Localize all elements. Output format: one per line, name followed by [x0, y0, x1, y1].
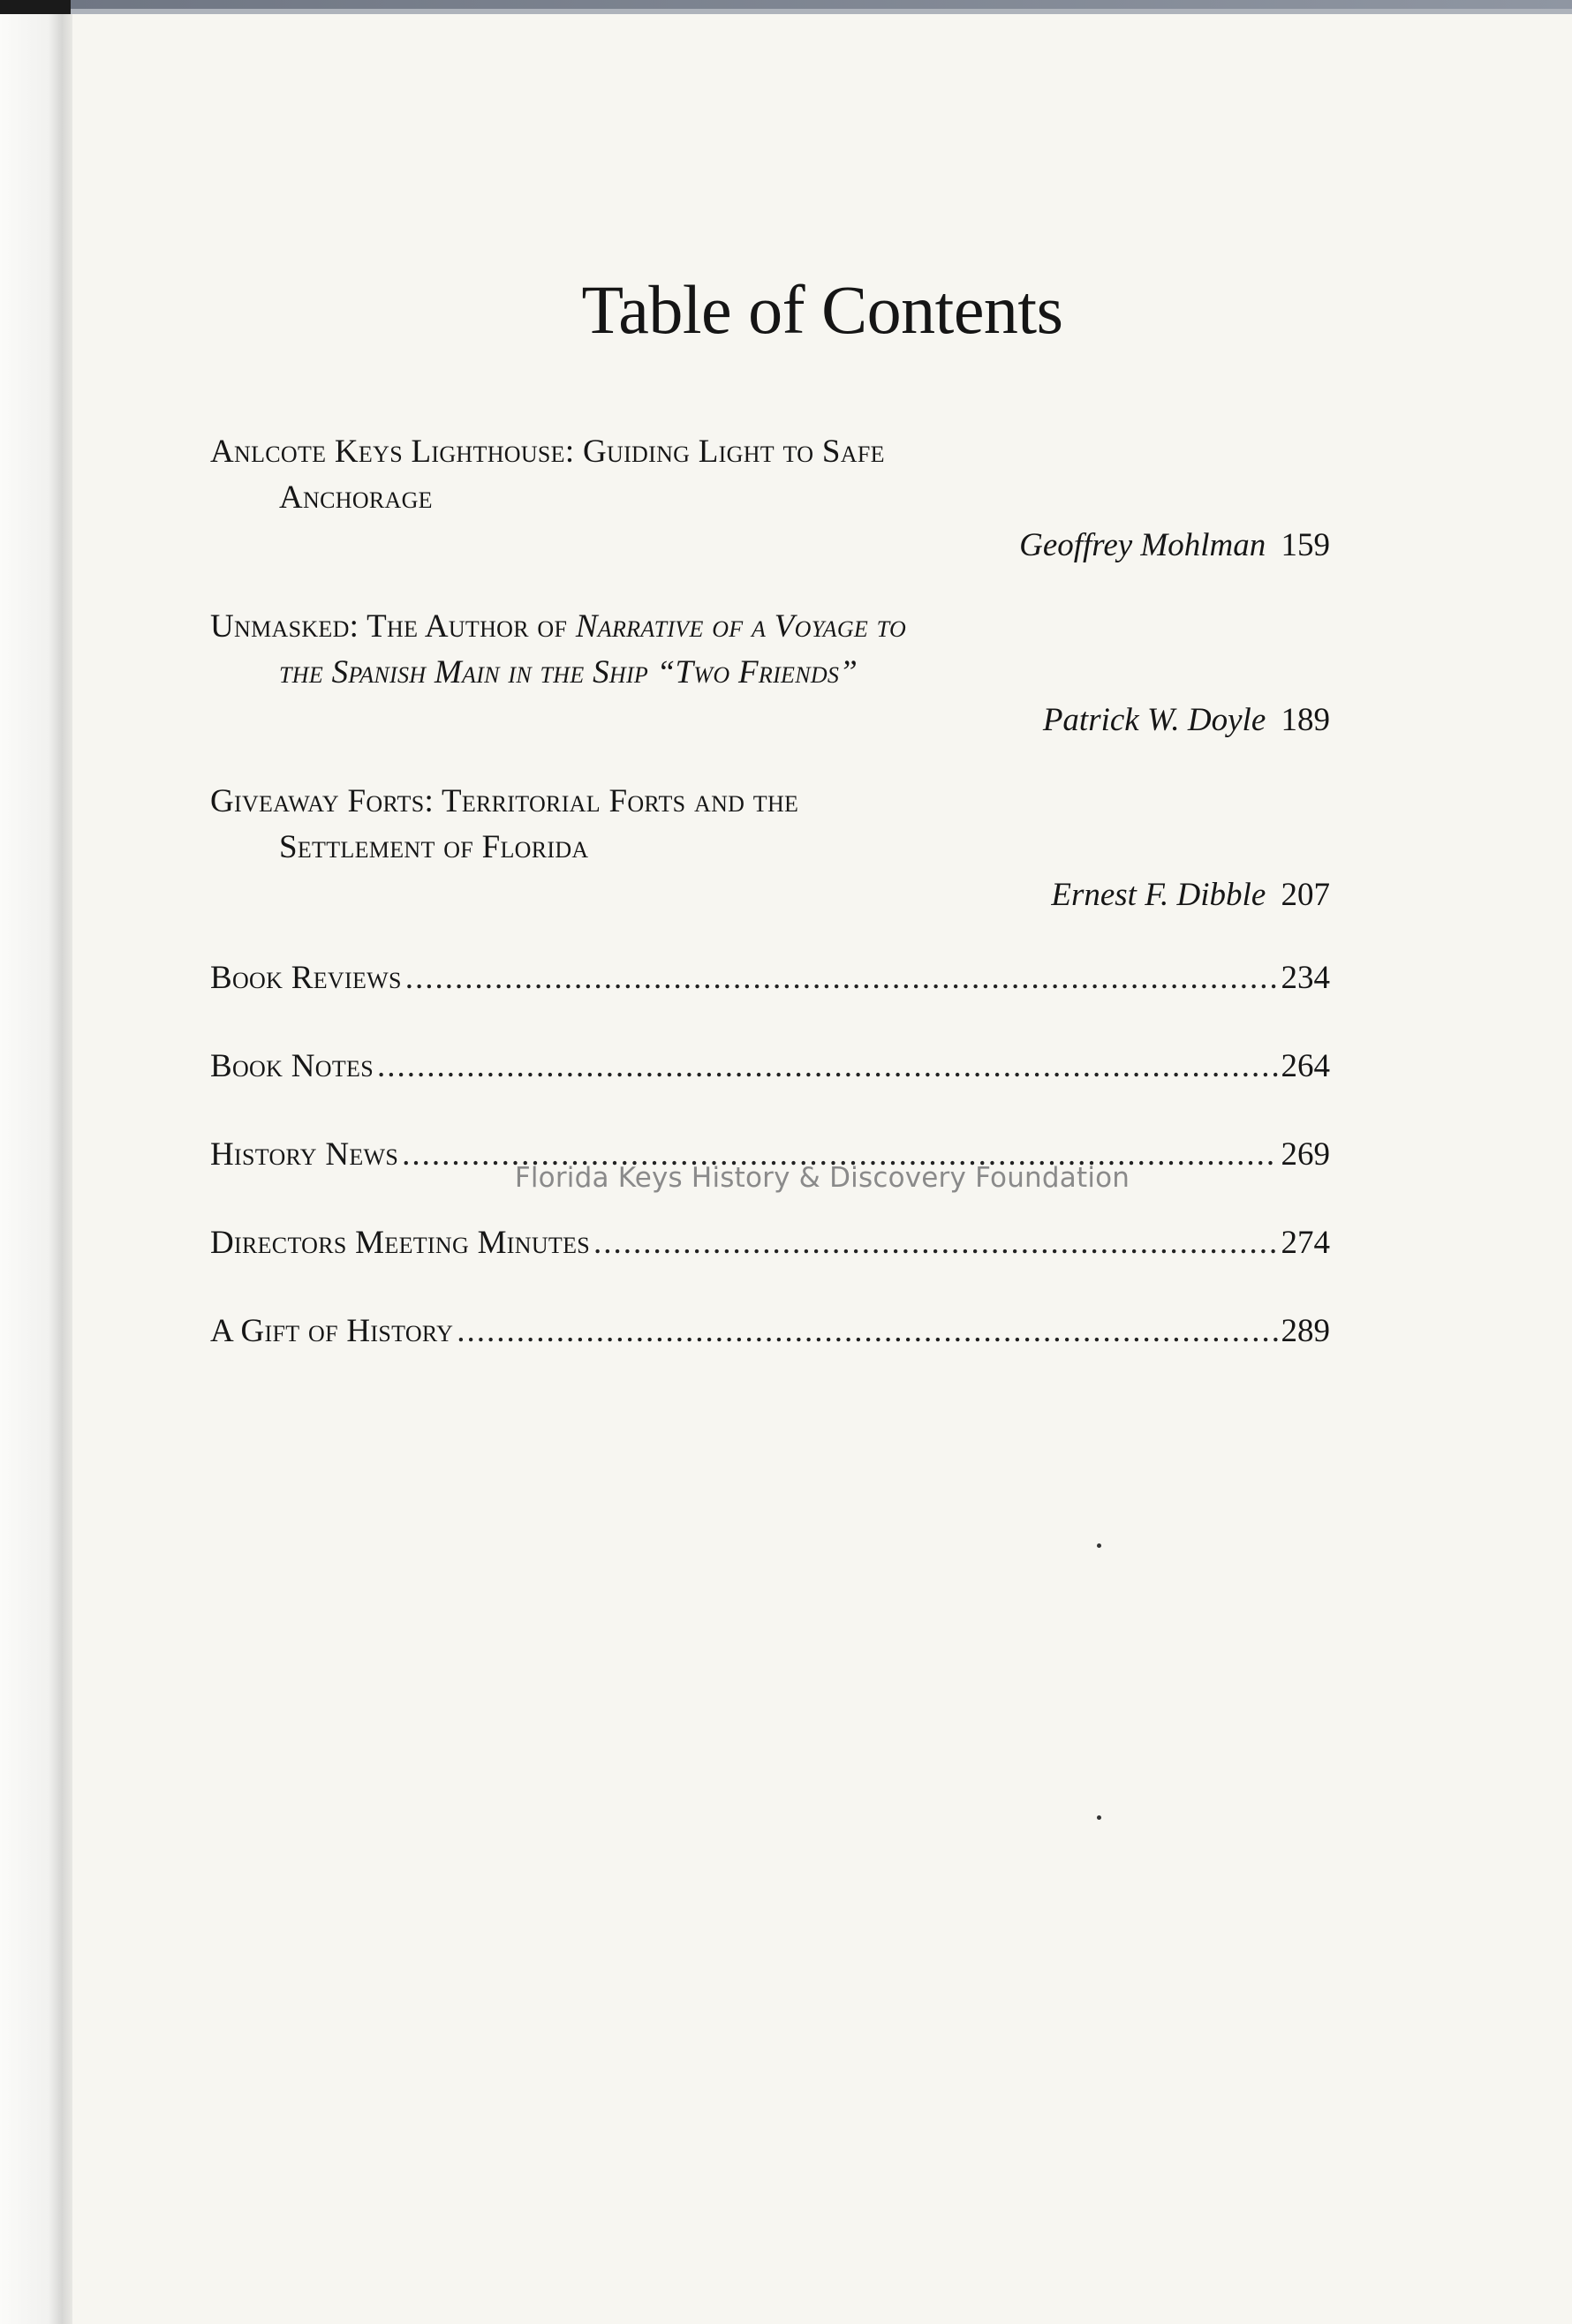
- article-title: Giveaway Forts: Territorial Forts and the Settlement of Florida: [210, 783, 799, 865]
- journal-page: [72, 14, 1572, 2324]
- section-label: Directors Meeting Minutes: [210, 1225, 591, 1261]
- toc-section-book-reviews[interactable]: [210, 955, 1330, 1001]
- article-page-number: 159: [1281, 527, 1330, 563]
- article-byline: [210, 523, 1330, 569]
- section-label: A Gift of History: [210, 1313, 454, 1349]
- article-title: Unmasked: The Author of Narrative of a Voyage to the Spanish Main in the Ship “Two Friends”: [210, 608, 907, 690]
- article-title: Anlcote Keys Lighthouse: Guiding Light to Safe Anchorage: [210, 434, 885, 516]
- leader-dots: [405, 955, 1278, 1001]
- toc-article-2[interactable]: [210, 604, 1330, 743]
- section-page-number: 234: [1281, 960, 1330, 996]
- section-page-number: 289: [1281, 1313, 1330, 1349]
- leader-dots: [457, 1309, 1277, 1354]
- article-page-number: 189: [1281, 702, 1330, 738]
- section-page-number: 274: [1281, 1225, 1330, 1261]
- section-page-number: 269: [1281, 1136, 1330, 1173]
- section-label: Book Reviews: [210, 960, 402, 996]
- watermark-text: Florida Keys History & Discovery Foundation: [514, 1162, 1130, 1194]
- leader-dots: [593, 1220, 1277, 1266]
- section-label: History News: [210, 1136, 399, 1173]
- article-author: Ernest F. Dibble: [1051, 877, 1266, 913]
- scan-speck: [1097, 1815, 1101, 1820]
- article-author: Patrick W. Doyle: [1042, 702, 1266, 738]
- toc-section-directors-meeting-minutes[interactable]: [210, 1220, 1330, 1266]
- article-byline: [210, 872, 1330, 918]
- toc-article-3[interactable]: [210, 779, 1330, 918]
- article-page-number: 207: [1281, 877, 1330, 913]
- article-byline: [210, 698, 1330, 743]
- toc-section-book-notes[interactable]: [210, 1044, 1330, 1090]
- toc-article-1[interactable]: [210, 429, 1330, 569]
- page-title: Table of Contents: [581, 271, 1063, 348]
- scan-top-edge: [0, 0, 1572, 14]
- scan-binding-shadow: [0, 14, 72, 2324]
- section-label: Book Notes: [210, 1048, 374, 1084]
- toc-section-a-gift-of-history[interactable]: [210, 1309, 1330, 1354]
- scan-speck: [1097, 1543, 1101, 1548]
- section-page-number: 264: [1281, 1048, 1330, 1084]
- leader-dots: [377, 1044, 1278, 1090]
- article-author: Geoffrey Mohlman: [1019, 527, 1266, 563]
